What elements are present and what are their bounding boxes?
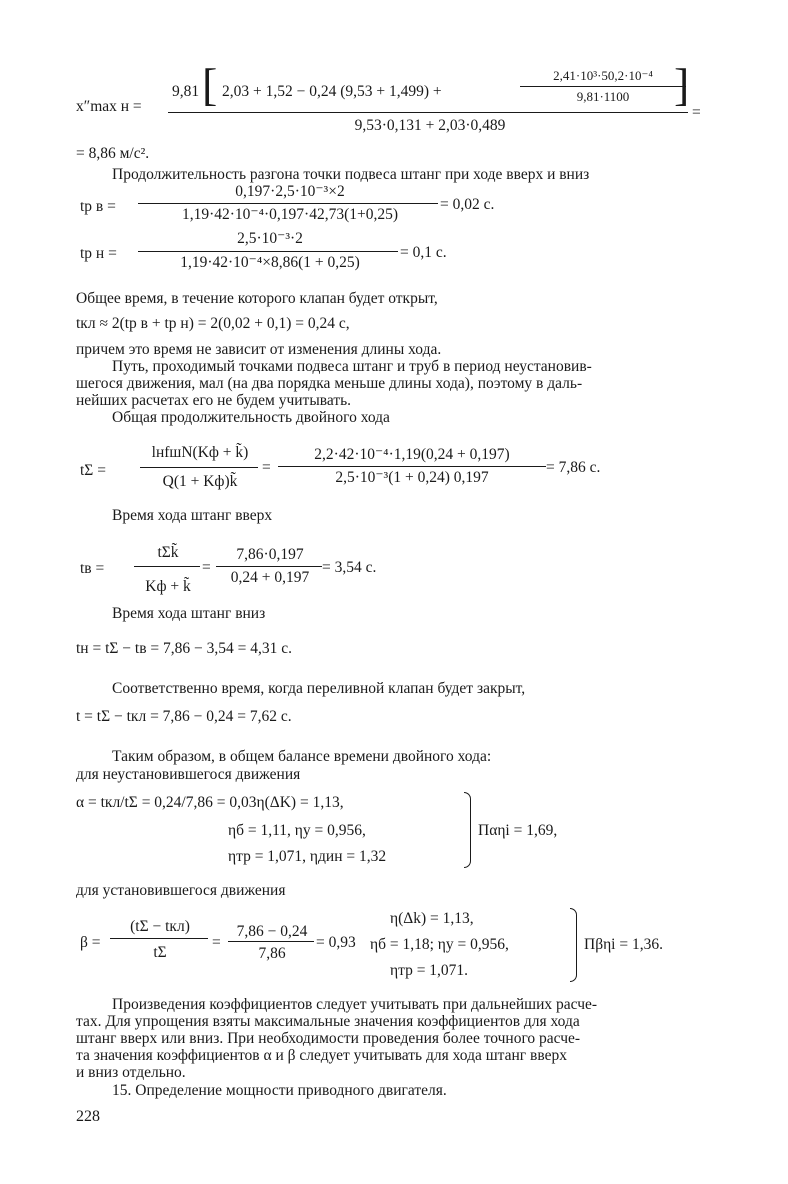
eq3-lhs: tр н = — [80, 245, 117, 262]
p-final-5: и вниз отдельно. — [76, 1064, 186, 1081]
eq1-bracket-left: [ — [202, 59, 218, 110]
eq3-rule — [138, 251, 398, 252]
p-final-1: Произведения коэффициентов следует учитывать при дальнейших расче- — [112, 996, 598, 1013]
eq9-line2: ηб = 1,11, ηу = 0,956, — [228, 822, 366, 839]
p-path-1: Путь, проходимый точками подвеса штанг и труб в период неустановив- — [112, 358, 592, 375]
eq3-res: = 0,1 с. — [400, 244, 447, 261]
p-duration: Продолжительность разгона точки подвеса штанг при ходе вверх и вниз — [112, 166, 590, 183]
eq2-res: = 0,02 с. — [440, 196, 495, 213]
eq1-inner-den: 9,81·1100 — [576, 89, 630, 104]
eq6-lhs: tв = — [80, 560, 105, 577]
eq10-line2: ηб = 1,18; ηу = 0,956, — [370, 936, 509, 953]
eq6-res: = 3,54 с. — [322, 559, 377, 576]
eq10-lhs: β = — [80, 934, 101, 951]
eq9-res: Παηi = 1,69, — [478, 822, 558, 839]
p-steady: для установившегося движения — [76, 882, 286, 899]
page-number: 228 — [76, 1108, 100, 1125]
eq1-numerator-a: 9,81 — [172, 83, 200, 100]
eq2-num: 0,197·2,5·10⁻³×2 — [235, 183, 345, 200]
eq10-den2: 7,86 — [258, 945, 286, 962]
eq5-rule — [140, 467, 258, 468]
p-path-3: нейших расчетах его не будем учитывать. — [76, 392, 352, 409]
eq6-den: Kф + k̃ — [145, 578, 191, 595]
eq2-lhs: tр в = — [80, 198, 116, 215]
p-independent: причем это время не зависит от изменения длины хода. — [76, 341, 442, 358]
eq1-inner-rule — [520, 86, 686, 87]
eq5-den2: 2,5·10⁻³(1 + 0,24) 0,197 — [335, 469, 489, 486]
eq10-line1: η(Δk) = 1,13, — [390, 910, 474, 927]
eq4: tкл ≈ 2(tр в + tр н) = 2(0,02 + 0,1) = 0,24 с, — [76, 315, 350, 332]
eq5-lhs: tΣ = — [80, 462, 106, 479]
eq5-res: = 7,86 с. — [546, 459, 601, 476]
eq3-num: 2,5·10⁻³·2 — [237, 230, 303, 247]
eq5-den: Q(1 + Kф)k̃ — [162, 473, 238, 490]
eq2-den: 1,19·42·10⁻⁴·0,197·42,73(1+0,25) — [181, 206, 399, 223]
eq10-num: (tΣ − tкл) — [130, 918, 190, 935]
eq6-rule2 — [216, 566, 322, 567]
eq9-line1: α = tкл/tΣ = 0,24/7,86 = 0,03η(ΔK) = 1,13, — [76, 794, 344, 811]
eq1-denominator: 9,53·0,131 + 2,03·0,489 — [354, 117, 506, 134]
eq2-rule — [138, 203, 438, 204]
eq10-res: Πβηi = 1,36. — [584, 936, 663, 953]
eq1-bracket-right: ] — [674, 59, 690, 110]
eq3-den: 1,19·42·10⁻⁴×8,86(1 + 0,25) — [180, 254, 360, 271]
eq10-equals: = — [212, 934, 221, 951]
p-double: Общая продолжительность двойного хода — [112, 409, 390, 426]
eq1-lhs: x″max н = — [76, 98, 142, 115]
eq9-line3: ηтр = 1,071, ηдин = 1,32 — [228, 848, 387, 865]
eq1-inner-num: 2,41·10³·50,2·10⁻⁴ — [553, 68, 653, 83]
eq1-equals: = — [692, 104, 701, 121]
p-final-3: штанг вверх или вниз. При необходимости проведения более точного расче- — [76, 1030, 581, 1047]
eq6-num2: 7,86·0,197 — [236, 546, 304, 563]
eq7: tн = tΣ − tв = 7,86 − 3,54 = 4,31 с. — [76, 640, 293, 657]
eq10-line3: ηтр = 1,071. — [390, 962, 469, 979]
eq10-den: tΣ — [153, 944, 167, 961]
p-up: Время хода штанг вверх — [112, 507, 273, 524]
eq10-rule — [110, 938, 208, 939]
eq1-result: = 8,86 м/с². — [76, 145, 150, 162]
eq6-den2: 0,24 + 0,197 — [230, 569, 310, 586]
eq5-rule2 — [278, 466, 546, 467]
eq5-equals: = — [262, 459, 271, 476]
eq10-rule2 — [228, 941, 314, 942]
p-final-4: та значения коэффициентов α и β следует учитывать для хода штанг вверх — [76, 1047, 567, 1064]
eq6-rule — [134, 566, 200, 567]
eq5-num: lнfшN(Kф + k̃) — [151, 444, 249, 461]
eq1-numerator-b: 2,03 + 1,52 − 0,24 (9,53 + 1,499) + — [222, 83, 442, 100]
eq6-num: tΣk̃ — [157, 544, 179, 561]
p-down: Время хода штанг вниз — [112, 605, 266, 622]
p-closed: Соответственно время, когда переливной клапан будет закрыт, — [112, 680, 526, 697]
p-path-2: шегося движения, мал (на два порядка меньше длины хода), поэтому в даль- — [76, 375, 583, 392]
eq1-main-rule — [168, 112, 688, 113]
eq9-brace — [464, 792, 471, 868]
eq10-num2: 7,86 − 0,24 — [236, 923, 308, 940]
section-15-heading: 15. Определение мощности приводного двигателя. — [112, 1082, 447, 1099]
eq10-brace — [570, 908, 577, 982]
p-balance: Таким образом, в общем балансе времени двойного хода: — [112, 748, 492, 765]
p-unsteady: для неустановившегося движения — [76, 766, 301, 783]
eq6-equals: = — [202, 559, 211, 576]
eq5-num2: 2,2·42·10⁻⁴·1,19(0,24 + 0,197) — [314, 446, 510, 463]
eq10-mid: = 0,93 — [316, 934, 356, 951]
eq8: t = tΣ − tкл = 7,86 − 0,24 = 7,62 с. — [76, 708, 292, 725]
p-final-2: тах. Для упрощения взяты максимальные значения коэффициентов для хода — [76, 1013, 580, 1030]
p-total-open: Общее время, в течение которого клапан будет открыт, — [76, 290, 438, 307]
